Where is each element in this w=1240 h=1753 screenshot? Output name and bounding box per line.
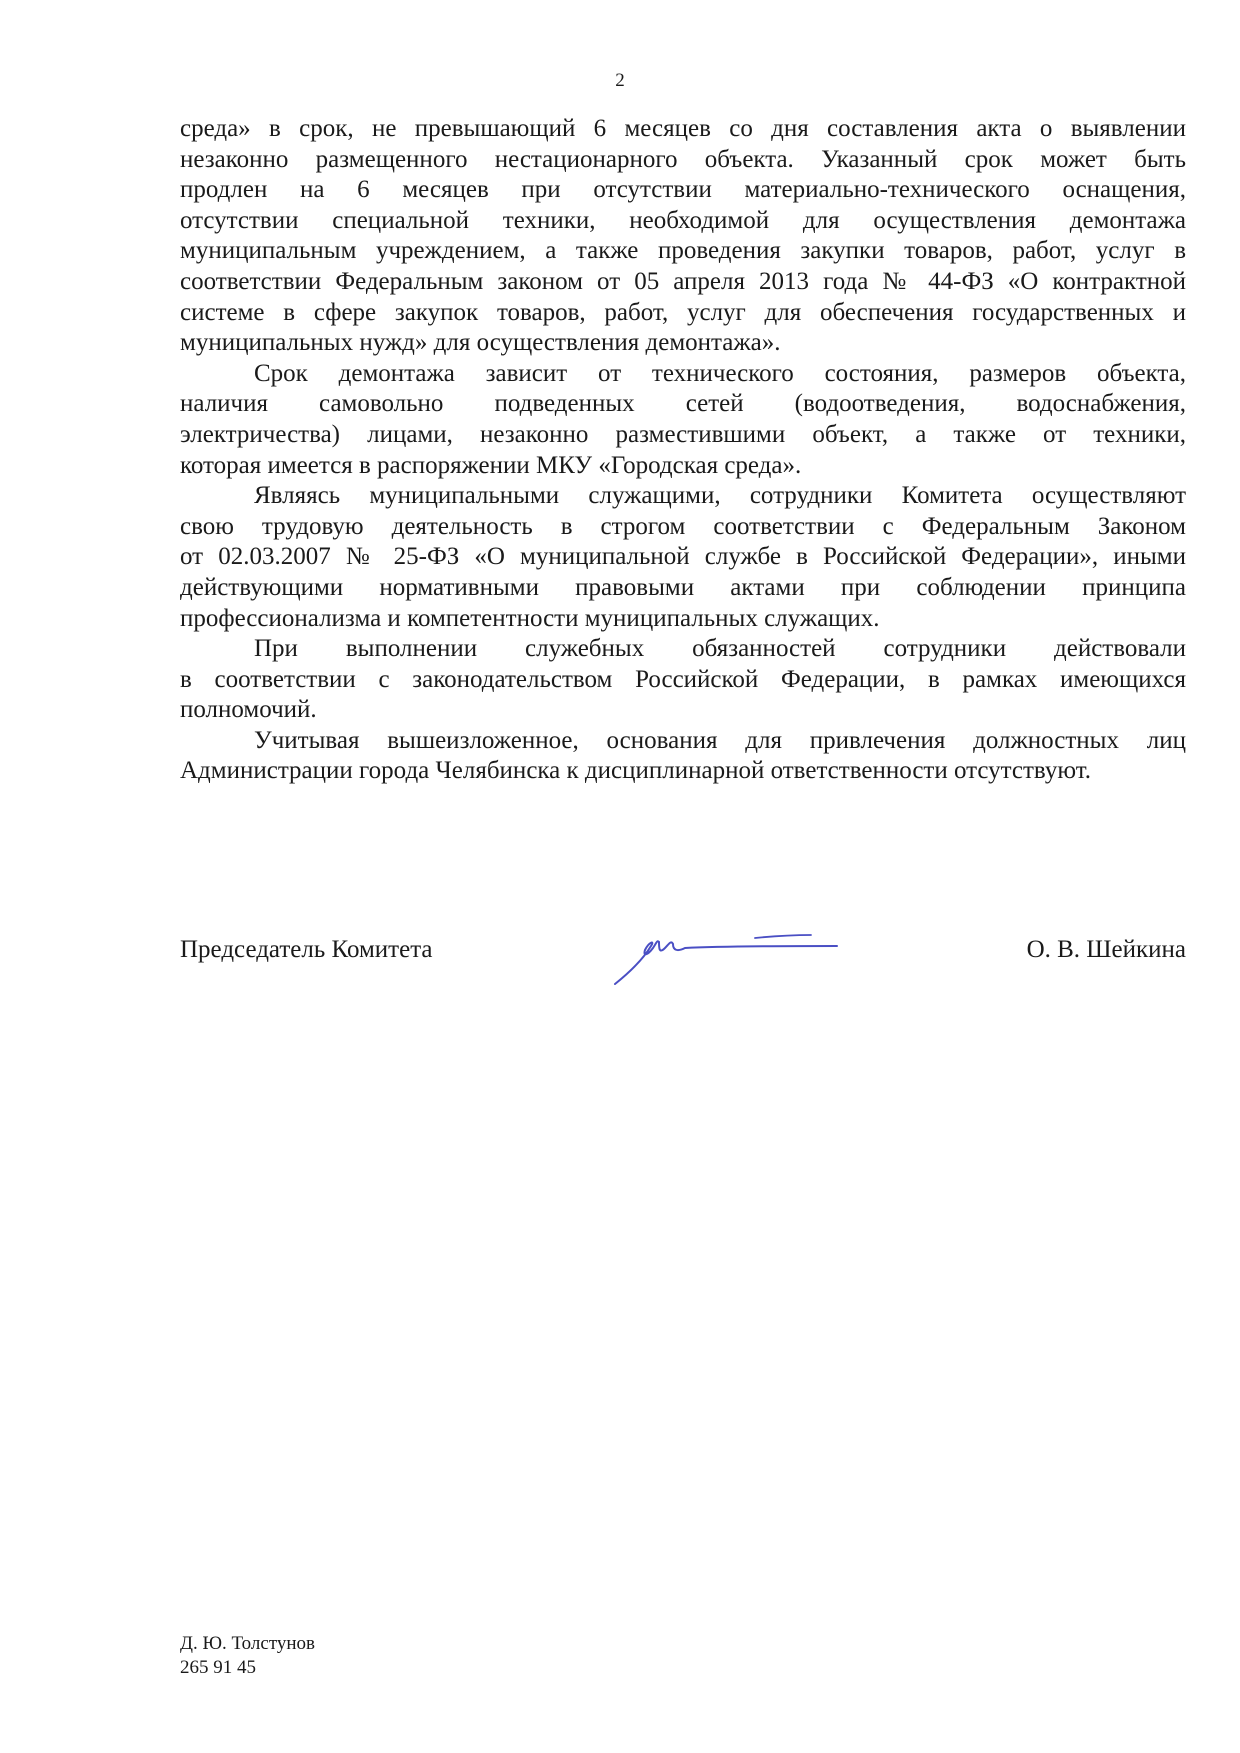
signatory-name: О. В. Шейкина <box>1026 936 1186 963</box>
page-number: 2 <box>615 70 625 91</box>
text-line: незаконно размещенного нестационарного объекта. Указанный срок может быть <box>180 145 1186 173</box>
text-line: полномочий. <box>180 696 317 724</box>
text-line: которая имеется в распоряжении МКУ «Городская среда». <box>180 451 802 479</box>
text-line: Администрации города Челябинска к дисциплинарной ответственности отсутствуют. <box>180 757 1091 785</box>
letter-body <box>180 114 1186 787</box>
text-line: профессионализма и компетентности муниципальных служащих. <box>180 604 880 632</box>
paragraph-3 <box>180 481 1186 634</box>
executor-info <box>180 1632 315 1680</box>
text-line: от 02.03.2007 № 25-ФЗ «О муниципальной службе в Российской Федерации», иными <box>180 543 1186 571</box>
paragraph-1 <box>180 114 1186 359</box>
text-line: Являясь муниципальными служащими, сотрудники Комитета осуществляют <box>254 482 1186 510</box>
executor-name: Д. Ю. Толстунов <box>180 1633 316 1654</box>
signature-block <box>180 936 1186 996</box>
text-line: отсутствии специальной техники, необходимой для осуществления демонтажа <box>180 206 1186 234</box>
signatory-title: Председатель Комитета <box>180 936 433 963</box>
text-line: продлен на 6 месяцев при отсутствии материально-технического оснащения, <box>180 176 1186 204</box>
handwritten-signature-icon <box>605 920 845 1000</box>
text-line: муниципальным учреждением, а также проведения закупки товаров, работ, услуг в <box>180 237 1186 265</box>
text-line: наличия самовольно подведенных сетей (водоотведения, водоснабжения, <box>180 390 1186 418</box>
text-line: свою трудовую деятельность в строгом соответствии с Федеральным Законом <box>180 512 1186 540</box>
paragraph-2 <box>180 359 1186 481</box>
text-line: При выполнении служебных обязанностей сотрудники действовали <box>254 635 1186 663</box>
text-line: электричества) лицами, незаконно разместившими объект, а также от техники, <box>180 420 1186 448</box>
executor-phone: 265 91 45 <box>180 1657 256 1678</box>
text-line: Срок демонтажа зависит от технического состояния, размеров объекта, <box>254 359 1186 387</box>
text-line: системе в сфере закупок товаров, работ, услуг для обеспечения государственных и <box>180 298 1186 326</box>
text-line: Учитывая вышеизложенное, основания для привлечения должностных лиц <box>254 726 1186 754</box>
text-line: соответствии Федеральным законом от 05 апреля 2013 года № 44-ФЗ «О контрактной <box>180 267 1186 295</box>
text-line: действующими нормативными правовыми актами при соблюдении принципа <box>180 573 1186 601</box>
paragraph-4 <box>180 634 1186 726</box>
paragraph-5 <box>180 726 1186 787</box>
text-line: муниципальных нужд» для осуществления демонтажа». <box>180 329 781 357</box>
text-line: в соответствии с законодательством Российской Федерации, в рамках имеющихся <box>180 665 1186 693</box>
text-line: среда» в срок, не превышающий 6 месяцев со дня составления акта о выявлении <box>180 115 1186 142</box>
